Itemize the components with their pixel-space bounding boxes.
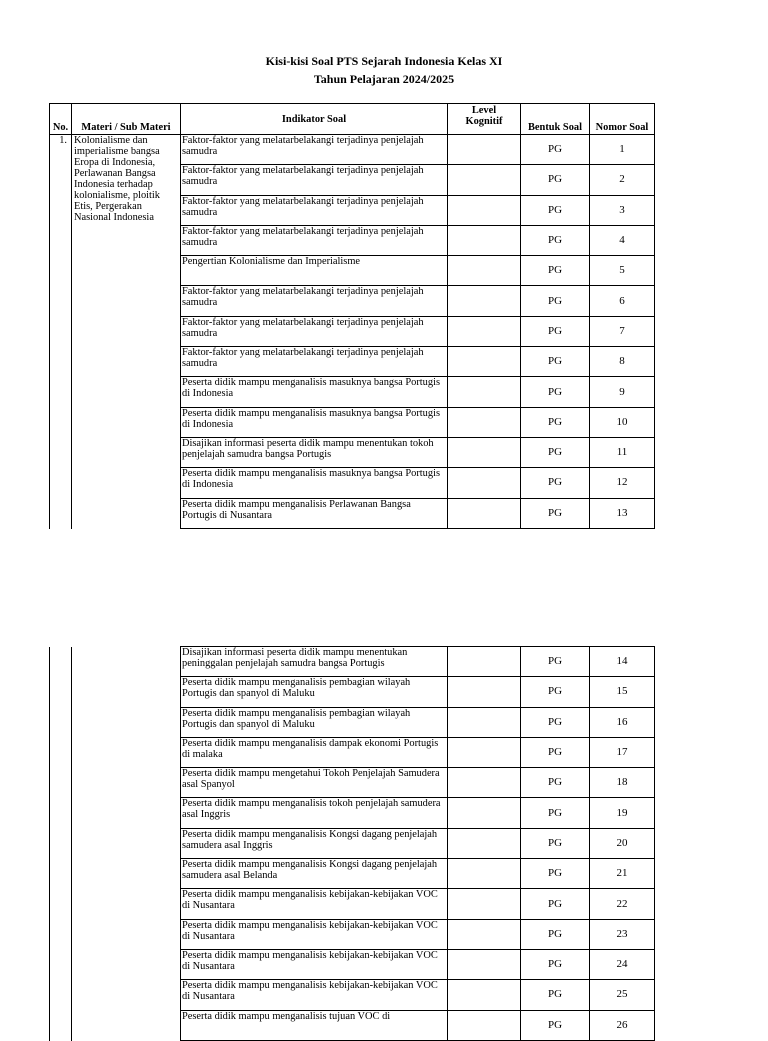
bentuk-soal-cell: PG	[521, 225, 590, 255]
indikator-cell: Peserta didik mampu menganalisis tokoh penjelajah samudera asal Inggris	[181, 798, 448, 828]
header-materi: Materi / Sub Materi	[72, 104, 181, 135]
nomor-soal-cell: 5	[590, 256, 655, 286]
row-number	[50, 647, 72, 1041]
nomor-soal-cell: 25	[590, 980, 655, 1010]
bentuk-soal-cell: PG	[521, 677, 590, 707]
level-kognitif-cell	[448, 468, 521, 498]
nomor-soal-cell: 3	[590, 195, 655, 225]
bentuk-soal-cell: PG	[521, 256, 590, 286]
nomor-soal-cell: 22	[590, 889, 655, 919]
header-level-line1: Level	[471, 105, 497, 116]
indikator-cell: Peserta didik mampu menganalisis masuknya bangsa Portugis di Indonesia	[181, 407, 448, 437]
indikator-cell: Peserta didik mampu menganalisis Kongsi dagang penjelajah samudera asal Belanda	[181, 859, 448, 889]
indikator-cell: Peserta didik mampu mengetahui Tokoh Penjelajah Samudera asal Spanyol	[181, 768, 448, 798]
level-kognitif-cell	[448, 647, 521, 677]
bentuk-soal-cell: PG	[521, 498, 590, 528]
nomor-soal-cell: 24	[590, 949, 655, 979]
level-kognitif-cell	[448, 377, 521, 407]
nomor-soal-cell: 14	[590, 647, 655, 677]
nomor-soal-cell: 15	[590, 677, 655, 707]
indikator-cell: Peserta didik mampu menganalisis kebijakan-kebijakan VOC di Nusantara	[181, 889, 448, 919]
header-no: No.	[50, 104, 72, 135]
indikator-cell: Faktor-faktor yang melatarbelakangi terjadinya penjelajah samudra	[181, 165, 448, 195]
indikator-cell: Peserta didik mampu menganalisis dampak ekonomi Portugis di malaka	[181, 737, 448, 767]
nomor-soal-cell: 1	[590, 135, 655, 165]
nomor-soal-cell: 17	[590, 737, 655, 767]
indikator-cell: Peserta didik mampu menganalisis masuknya bangsa Portugis di Indonesia	[181, 468, 448, 498]
bentuk-soal-cell: PG	[521, 316, 590, 346]
indikator-cell: Faktor-faktor yang melatarbelakangi terjadinya penjelajah samudra	[181, 286, 448, 316]
nomor-soal-cell: 9	[590, 377, 655, 407]
indikator-cell: Disajikan informasi peserta didik mampu menentukan tokoh penjelajah samudra bangsa Portugis	[181, 437, 448, 467]
bentuk-soal-cell: PG	[521, 377, 590, 407]
bentuk-soal-cell: PG	[521, 949, 590, 979]
indikator-cell: Peserta didik mampu menganalisis masuknya bangsa Portugis di Indonesia	[181, 377, 448, 407]
nomor-soal-cell: 6	[590, 286, 655, 316]
level-kognitif-cell	[448, 889, 521, 919]
level-kognitif-cell	[448, 677, 521, 707]
kisi-kisi-table-page-1	[49, 103, 655, 529]
bentuk-soal-cell: PG	[521, 1010, 590, 1040]
level-kognitif-cell	[448, 437, 521, 467]
nomor-soal-cell: 11	[590, 437, 655, 467]
indikator-cell: Faktor-faktor yang melatarbelakangi terjadinya penjelajah samudra	[181, 135, 448, 165]
row-number: 1.	[50, 135, 72, 529]
table-body-page-1	[50, 135, 655, 529]
nomor-soal-cell: 8	[590, 347, 655, 377]
level-kognitif-cell	[448, 165, 521, 195]
indikator-cell: Peserta didik mampu menganalisis tujuan VOC di	[181, 1010, 448, 1040]
level-kognitif-cell	[448, 859, 521, 889]
nomor-soal-cell: 19	[590, 798, 655, 828]
bentuk-soal-cell: PG	[521, 707, 590, 737]
indikator-cell: Peserta didik mampu menganalisis Kongsi dagang penjelajah samudera asal Inggris	[181, 828, 448, 858]
level-kognitif-cell	[448, 407, 521, 437]
level-kognitif-cell	[448, 798, 521, 828]
bentuk-soal-cell: PG	[521, 919, 590, 949]
indikator-cell: Pengertian Kolonialisme dan Imperialisme	[181, 256, 448, 286]
level-kognitif-cell	[448, 316, 521, 346]
materi-cell	[72, 647, 181, 1041]
nomor-soal-cell: 7	[590, 316, 655, 346]
bentuk-soal-cell: PG	[521, 195, 590, 225]
bentuk-soal-cell: PG	[521, 798, 590, 828]
indikator-cell: Disajikan informasi peserta didik mampu menentukan peninggalan penjelajah samudra bangsa Portugis	[181, 647, 448, 677]
indikator-cell: Faktor-faktor yang melatarbelakangi terjadinya penjelajah samudra	[181, 347, 448, 377]
level-kognitif-cell	[448, 195, 521, 225]
level-kognitif-cell	[448, 980, 521, 1010]
bentuk-soal-cell: PG	[521, 980, 590, 1010]
level-kognitif-cell	[448, 286, 521, 316]
bentuk-soal-cell: PG	[521, 737, 590, 767]
level-kognitif-cell	[448, 737, 521, 767]
nomor-soal-cell: 26	[590, 1010, 655, 1040]
indikator-cell: Faktor-faktor yang melatarbelakangi terjadinya penjelajah samudra	[181, 195, 448, 225]
indikator-cell: Faktor-faktor yang melatarbelakangi terjadinya penjelajah samudra	[181, 225, 448, 255]
level-kognitif-cell	[448, 949, 521, 979]
indikator-cell: Peserta didik mampu menganalisis kebijakan-kebijakan VOC di Nusantara	[181, 949, 448, 979]
bentuk-soal-cell: PG	[521, 437, 590, 467]
nomor-soal-cell: 10	[590, 407, 655, 437]
nomor-soal-cell: 16	[590, 707, 655, 737]
nomor-soal-cell: 4	[590, 225, 655, 255]
level-kognitif-cell	[448, 768, 521, 798]
bentuk-soal-cell: PG	[521, 768, 590, 798]
bentuk-soal-cell: PG	[521, 828, 590, 858]
table-row	[50, 647, 655, 677]
header-level-line2: Kognitif	[465, 116, 503, 127]
header-bentuk-soal: Bentuk Soal	[521, 104, 590, 135]
indikator-cell: Peserta didik mampu menganalisis pembagian wilayah Portugis dan spanyol di Maluku	[181, 677, 448, 707]
bentuk-soal-cell: PG	[521, 647, 590, 677]
bentuk-soal-cell: PG	[521, 347, 590, 377]
level-kognitif-cell	[448, 919, 521, 949]
bentuk-soal-cell: PG	[521, 889, 590, 919]
level-kognitif-cell	[448, 498, 521, 528]
bentuk-soal-cell: PG	[521, 407, 590, 437]
indikator-cell: Peserta didik mampu menganalisis kebijakan-kebijakan VOC di Nusantara	[181, 980, 448, 1010]
table-body-page-2	[50, 647, 655, 1041]
indikator-cell: Peserta didik mampu menganalisis Perlawanan Bangsa Portugis di Nusantara	[181, 498, 448, 528]
level-kognitif-cell	[448, 707, 521, 737]
indikator-cell: Peserta didik mampu menganalisis kebijakan-kebijakan VOC di Nusantara	[181, 919, 448, 949]
level-kognitif-cell	[448, 347, 521, 377]
document-title: Kisi-kisi Soal PTS Sejarah Indonesia Kelas XI	[265, 54, 503, 68]
nomor-soal-cell: 21	[590, 859, 655, 889]
bentuk-soal-cell: PG	[521, 859, 590, 889]
header-level-kognitif	[448, 104, 521, 135]
bentuk-soal-cell: PG	[521, 135, 590, 165]
kisi-kisi-table-page-2	[49, 646, 655, 1041]
nomor-soal-cell: 18	[590, 768, 655, 798]
level-kognitif-cell	[448, 828, 521, 858]
nomor-soal-cell: 23	[590, 919, 655, 949]
document-subtitle: Tahun Pelajaran 2024/2025	[313, 72, 455, 86]
header-nomor-soal: Nomor Soal	[590, 104, 655, 135]
bentuk-soal-cell: PG	[521, 468, 590, 498]
header-indikator: Indikator Soal	[181, 104, 448, 135]
bentuk-soal-cell: PG	[521, 286, 590, 316]
nomor-soal-cell: 13	[590, 498, 655, 528]
level-kognitif-cell	[448, 225, 521, 255]
bentuk-soal-cell: PG	[521, 165, 590, 195]
materi-cell: Kolonialisme dan imperialisme bangsa Eropa di Indonesia, Perlawanan Bangsa Indonesia terhadap kolonialisme, ploitik Etis, Pergerakan Nasional Indonesia	[72, 135, 181, 529]
level-kognitif-cell	[448, 1010, 521, 1040]
table-row	[50, 135, 655, 165]
nomor-soal-cell: 12	[590, 468, 655, 498]
spacer-cell	[181, 528, 655, 529]
nomor-soal-cell: 2	[590, 165, 655, 195]
nomor-soal-cell: 20	[590, 828, 655, 858]
level-kognitif-cell	[448, 256, 521, 286]
level-kognitif-cell	[448, 135, 521, 165]
indikator-cell: Peserta didik mampu menganalisis pembagian wilayah Portugis dan spanyol di Maluku	[181, 707, 448, 737]
indikator-cell: Faktor-faktor yang melatarbelakangi terjadinya penjelajah samudra	[181, 316, 448, 346]
